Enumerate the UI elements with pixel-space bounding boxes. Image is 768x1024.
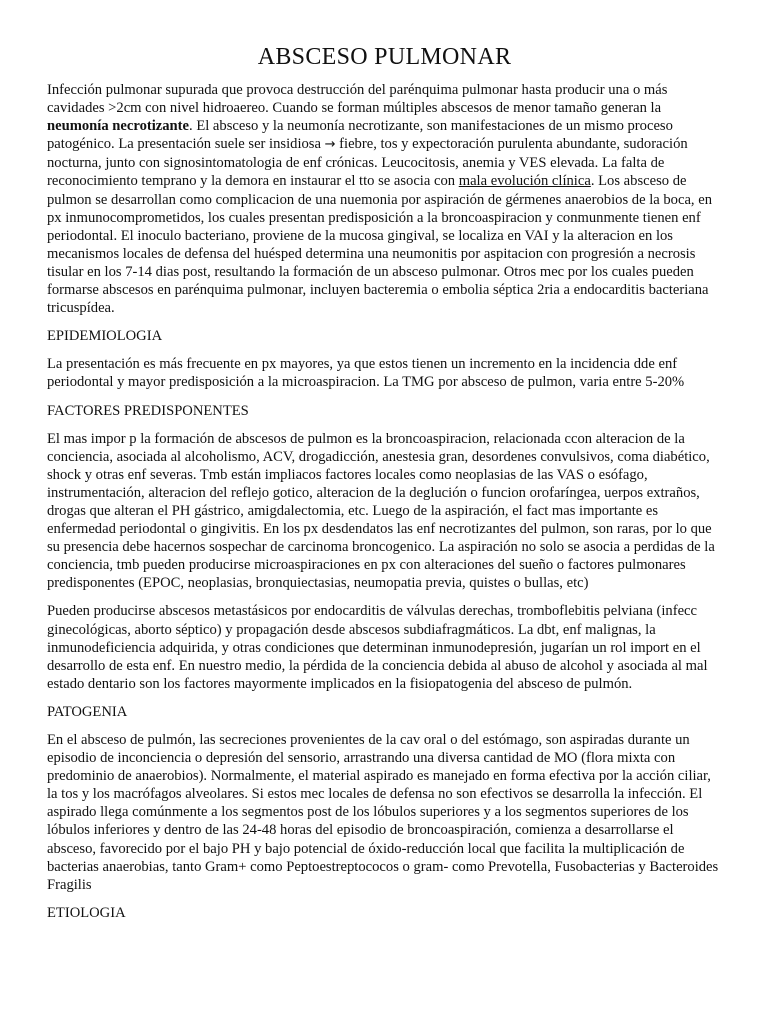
factores-paragraph-1: El mas impor p la formación de abscesos de pulmon es la broncoaspiracion, relacionada ccon alteracion de la conciencia, asociada al alcoholismo, ACV, drogadicción, anestesia gran, desordenes convulsivos, coma diabético, shock y otras enf severas. Tmb están impliacos factores locales como neoplasias de las VAS o esófago, instrumentación, alteracion del reflejo gotico, alteracion de la deglución o funcion orofaríngea, uerpos extraños, drogas que alteran el PH gástrico, amigdalectomia, etc. Luego de la aspiración, el fact mas importante es enfermedad periodontal o gingivitis. En los px desdendatos las enf necrotizantes del pulmon, son raras, por lo que su presencia debe hacernos sospechar de carcinoma broncogenico. La aspiración no solo se asocia a perdidas de la conciencia, tmb pueden producirse microaspiraciones en px con alteraciones del sueño o factores pulmonares predisponentes (EPOC, neoplasias, bronquiectasias, neumopatia previa, quistes o bullas, etc) <box>47 430 715 592</box>
intro-text-4: . Los absceso de pulmon se desarrollan como complicacion de una nuemonia por aspiración de gérmenes anaerobios de la boca, en px inmunocomprometidos, los cuales presentan predisposición a la broncoaspiracion y conmunmente tienen enf periodontal. El inoculo bacteriano, proviene de la mucosa gingival, se localiza en VAI y la alteracion en los mecanismos locales de defensa del huésped determina una neumonitis por aspitacion con progresión a necrosis tisular en los 7-14 dias post, resultando la formación de un absceso pulmonar. Otros mec por los cuales pueden formarse abscesos en parénquima pulmonar, incluyen bacteremia o embolia séptica 2ria a endocarditis bacteriana tricuspídea. <box>47 173 712 317</box>
right-arrow-icon: → <box>324 137 336 153</box>
section-heading-patogenia: PATOGENIA <box>47 703 128 720</box>
epidemiologia-paragraph: La presentación es más frecuente en px mayores, ya que estos tienen un incremento en la incidencia dde enf periodontal y mayor predisposición a la microaspiracion. La TMG por absceso de pulmon, varia entre 5-20% <box>47 356 685 391</box>
intro-text-3: fiebre, tos y expectoración purulenta abundante, sudoración nocturna, junto con signosintomatologia de enf crónicas. Leucocitosis, anemia y VES elevada. La falta de reconocimiento temprano y la demora en instaurar el tto se asocia con <box>47 136 688 190</box>
intro-paragraph <box>47 81 722 317</box>
patogenia-paragraph: En el absceso de pulmón, las secreciones provenientes de la cav oral o del estómago, son aspiradas durante un episodio de inconciencia o depresión del sensorio, arrastrando una diversa cantidad de MO (flora mixta con predominio de anaerobios). Normalmente, el material aspirado es manejado en forma efectiva por la acción ciliar, la tos y los macrófagos alveolares. Si estos mec locales de defensa no son efectivos se desarrolla la infección. El aspirado llega comúnmente a los segmentos post de los lóbulos superiores y a los segmentos superiores de los lóbulos inferiores y dentro de las 24-48 horas del episodio de broncoaspiración, comienza a desarrollarse el absceso, favorecido por el bajo PH y bajo potencial de óxido-reducción local que facilita la multiplicación de bacterias anaerobias, tanto Gram+ como Peptoestreptococos o gram- como Prevotella, Fusobacterias y Bacteroides Fragilis <box>47 732 719 893</box>
intro-bold-term: neumonía necrotizante <box>47 118 190 135</box>
factores-paragraph-2: Pueden producirse abscesos metastásicos por endocarditis de válvulas derechas, tromboflebitis pelviana (infecc ginecológicas, aborto séptico) y propagación desde abscesos subdiafragmáticos. La dbt, enf malignas, la inmunodeficiencia adquirida, y otras condiciones que determinan inmunodepresión, jugarían un rol import en el desarrollo de esta enf. En nuestro medio, la pérdida de la conciencia debida al abuso de alcohol y asociada al mal estado dentario son los factores mayormente implicados en la fisiopatogenia del absceso de pulmón. <box>47 603 708 692</box>
intro-text-2: . El absceso y la neumonía necrotizante, son manifestaciones de un mismo proceso patogénico. La presentación suele ser insidiosa <box>47 118 673 153</box>
section-heading-epidemiologia: EPIDEMIOLOGIA <box>47 328 163 345</box>
document-title: ABSCESO PULMONAR <box>257 44 512 70</box>
intro-underlined-term: mala evolución clínica <box>458 173 591 190</box>
intro-text-1: Infección pulmonar supurada que provoca destrucción del parénquima pulmonar hasta producir una o más cavidades >2cm con nivel hidroaereo. Cuando se forman múltiples abscesos de menor tamaño generan la <box>47 82 668 117</box>
section-heading-etiologia: ETIOLOGIA <box>47 904 126 921</box>
section-heading-factores: FACTORES PREDISPONENTES <box>47 402 249 419</box>
